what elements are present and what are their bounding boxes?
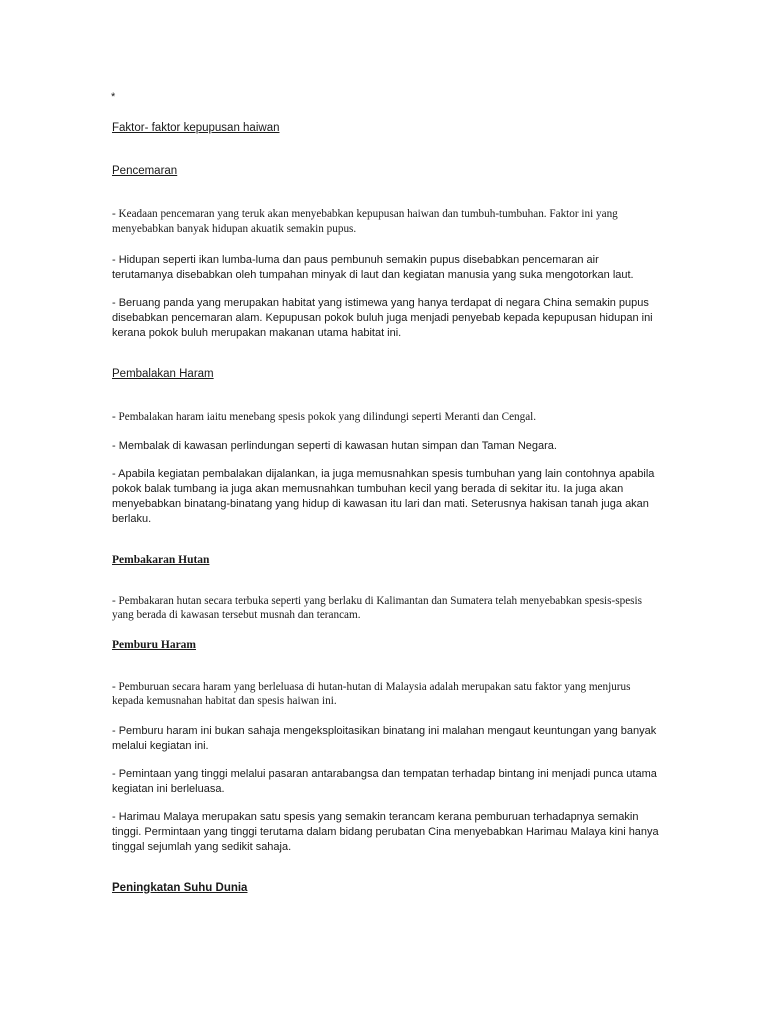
paragraph: - Pembalakan haram iaitu menebang spesis pokok yang dilindungi seperti Meranti dan Cengal. [112, 411, 537, 423]
paragraph: - Pembakaran hutan secara terbuka seperti yang berlaku di Kalimantan dan Sumatera telah menyebabkan spesis-spesis yang berada di kawasan tersebut musnah dan terancam. [112, 594, 642, 621]
paragraph: - Apabila kegiatan pembalakan dijalankan, ia juga memusnahkan spesis tumbuhan yang lain contohnya apabila pokok balak tumbang ia juga akan memusnahkan tumbuhan kecil yang berada di sekitar itu. Ia juga akan menyebabkan binatang-binatang yang hidup di kawasan itu lari dan mati. Seterusnya hakisan tanah juga akan berlaku. [112, 467, 655, 525]
section-heading-pembakaran-hutan: Pembakaran Hutan [112, 553, 210, 566]
paragraph: - Harimau Malaya merupakan satu spesis yang semakin terancam kerana pemburuan terhadapnya semakin tinggi. Permintaan yang tinggi terutama dalam bidang perubatan Cina menyebabkan Harimau Malaya kini hanya tinggal sejumlah yang sedikit sahaja. [112, 810, 659, 853]
bullet-mark: * [111, 91, 116, 103]
paragraph: - Hidupan seperti ikan lumba-luma dan paus pembunuh semakin pupus disebabkan pencemaran air terutamanya disebabkan oleh tumpahan minyak di laut dan kegiatan manusia yang suka mengotorkan laut. [112, 254, 634, 281]
paragraph: - Pemburu haram ini bukan sahaja mengeksploitasikan binatang ini malahan mengaut keuntungan yang banyak melalui kegiatan ini. [112, 724, 657, 752]
document-title: Faktor- faktor kepupusan haiwan [112, 122, 280, 134]
section-heading-pembalakan-haram: Pembalakan Haram [112, 368, 214, 380]
section-heading-pemburu-haram: Pemburu Haram [112, 638, 197, 651]
section-heading-pencemaran: Pencemaran [112, 165, 178, 177]
document-body [112, 120, 660, 896]
paragraph: - Keadaan pencemaran yang teruk akan menyebabkan kepupusan haiwan dan tumbuh-tumbuhan. Faktor ini yang menyebabkan banyak hidupan akuatik semakin pupus. [112, 208, 618, 235]
section-heading-peningkatan-suhu-dunia: Peningkatan Suhu Dunia [112, 881, 248, 894]
paragraph: - Membalak di kawasan perlindungan seperti di kawasan hutan simpan dan Taman Negara. [112, 439, 557, 452]
paragraph: - Pemintaan yang tinggi melalui pasaran antarabangsa dan tempatan terhadap bintang ini menjadi punca utama kegiatan ini berleluasa. [112, 767, 657, 795]
paragraph: - Pemburuan secara haram yang berleluasa di hutan-hutan di Malaysia adalah merupakan satu faktor yang menjurus kepada kemusnahan habitat dan spesis haiwan ini. [112, 680, 631, 707]
paragraph: - Beruang panda yang merupakan habitat yang istimewa yang hanya terdapat di negara China semakin pupus disebabkan pencemaran alam. Kepupusan pokok buluh juga menjadi penyebab kepada kepupusan hidupan ini kerana pokok buluh merupakan makanan utama habitat ini. [112, 297, 653, 339]
